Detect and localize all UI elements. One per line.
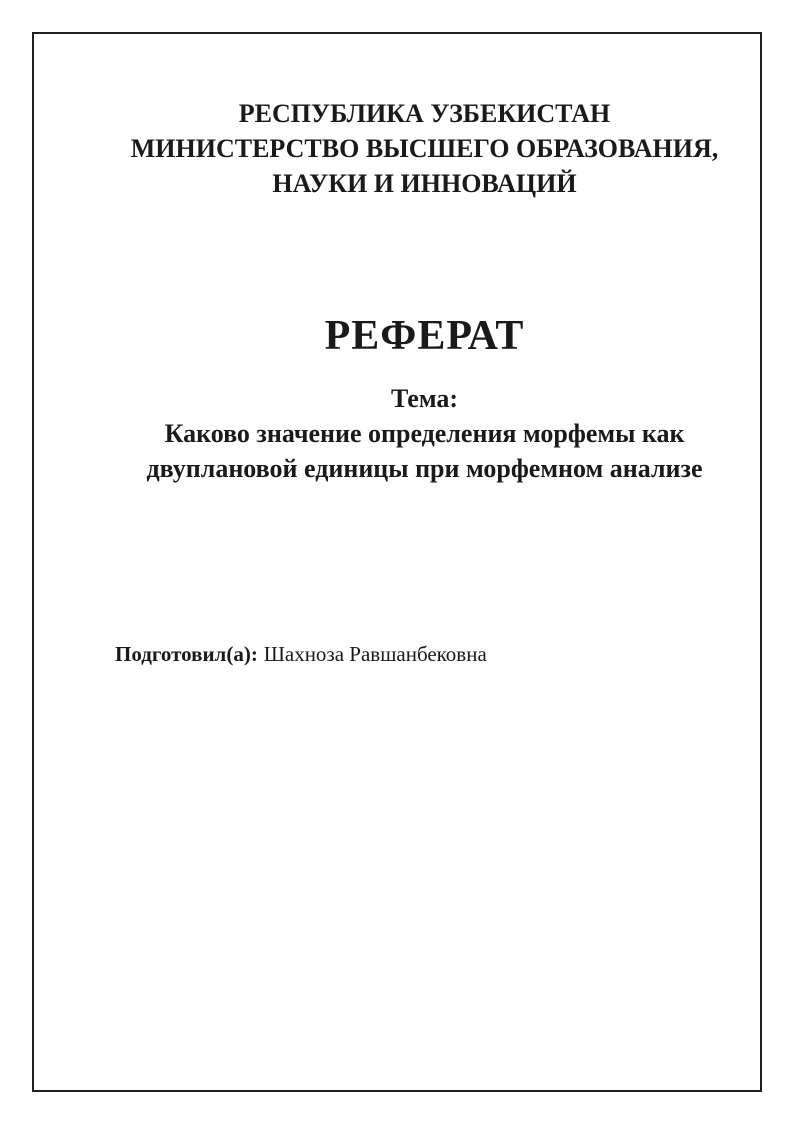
prepared-by-name: Шахноза Равшанбековна [263,642,487,666]
document-title: РЕФЕРАТ [324,313,525,359]
header-line-science: НАУКИ И ИННОВАЦИЙ [272,169,577,198]
ministry-header [115,96,734,201]
header-line-ministry: МИНИСТЕРСТВО ВЫСШЕГО ОБРАЗОВАНИЯ, [130,134,719,163]
topic-label: Тема: [390,384,459,413]
topic-line-2: двуплановой единицы при морфемном анализе [146,454,703,483]
topic-line-1: Каково значение определения морфемы как [164,419,685,448]
topic-block [115,381,734,486]
header-line-country: РЕСПУБЛИКА УЗБЕКИСТАН [238,99,611,128]
page-content [34,34,760,668]
prepared-by-line [115,641,734,668]
prepared-by-label: Подготовил(а): [115,642,258,666]
page-border [32,32,762,1092]
